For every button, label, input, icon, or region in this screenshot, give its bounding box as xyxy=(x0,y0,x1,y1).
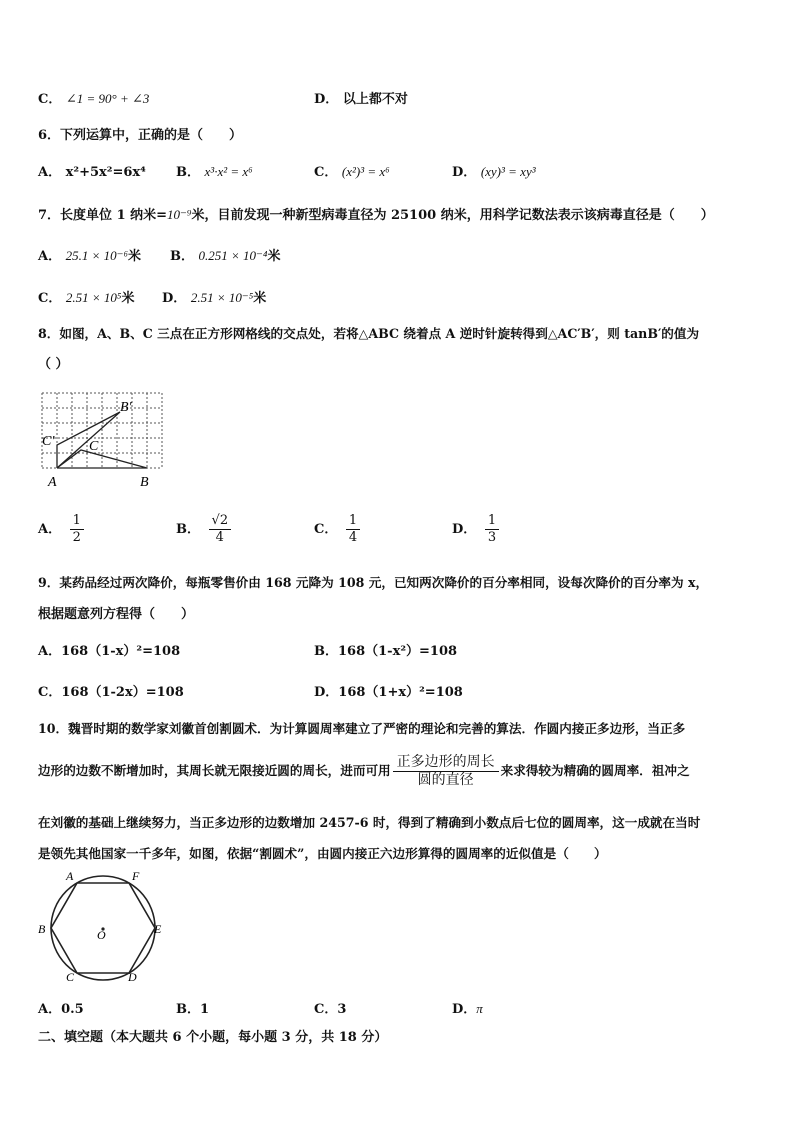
q7-option-c xyxy=(38,287,134,306)
q9-stem-line1: 9．某药品经过两次降价，每瓶零售价由 168 元降为 108 元，已知两次降价的百分率相同，设每次降价的百分率为 x， xyxy=(38,575,709,590)
label-c: C xyxy=(66,970,75,984)
q10-hexagon-figure xyxy=(34,866,174,988)
stem-text: 7．长度单位 1 纳米= xyxy=(38,208,168,223)
label-o: O xyxy=(97,928,106,942)
q8-option-a xyxy=(38,513,84,546)
label-a: A xyxy=(48,475,57,490)
line-text: 边形的边数不断增加时，其周长就无限接近圆的周长，进而可用 xyxy=(38,763,391,778)
option-text: 168（1-2x）=108 xyxy=(61,685,184,700)
q8-option-b xyxy=(176,513,231,546)
option-label: C． xyxy=(38,685,62,700)
q8-option-d xyxy=(452,513,499,546)
option-expr: (xy)³ = xy³ xyxy=(480,164,536,179)
option-fraction xyxy=(485,513,499,546)
option-label: C． xyxy=(38,92,62,107)
fraction-num: 1 xyxy=(346,513,360,530)
option-unit: 米 xyxy=(128,249,142,264)
fraction-num: 1 xyxy=(485,513,499,530)
label-b-prime: B′ xyxy=(120,400,132,415)
option-label: A． xyxy=(38,522,62,537)
option-label: D． xyxy=(452,1002,477,1017)
option-label: A． xyxy=(38,165,62,180)
label-c: C xyxy=(89,439,99,454)
q10-line2 xyxy=(38,754,690,789)
option-expr: 2.51 × 10⁵ xyxy=(65,290,122,305)
pi-fraction xyxy=(393,754,499,789)
fraction-num: 1 xyxy=(70,513,84,530)
option-label: B． xyxy=(314,644,338,659)
fraction-den: 3 xyxy=(487,530,497,545)
q10-option-b xyxy=(176,998,209,1017)
q9-option-b xyxy=(314,640,457,659)
option-label: A． xyxy=(38,1002,62,1017)
fraction-den: 4 xyxy=(215,530,224,545)
q10-option-d xyxy=(452,998,483,1017)
fraction-num: √2 xyxy=(209,513,232,530)
q6-option-b xyxy=(176,161,253,180)
option-expr: (x²)³ = x⁶ xyxy=(341,164,390,179)
option-fraction xyxy=(209,513,232,546)
option-label: C． xyxy=(314,165,338,180)
option-unit: 米 xyxy=(253,291,267,306)
option-text: 168（1+x）²=108 xyxy=(338,685,463,700)
fraction-den: 4 xyxy=(348,530,358,545)
option-text: π xyxy=(476,1001,483,1016)
option-text: 1 xyxy=(200,1002,210,1017)
q10-option-c xyxy=(314,998,346,1017)
label-b: B xyxy=(140,475,149,490)
q10-option-a xyxy=(38,998,84,1017)
q8-option-c xyxy=(314,513,360,546)
stem-math: 10⁻⁹ xyxy=(167,207,192,222)
q6-option-a xyxy=(38,161,146,180)
fraction-den: 圆的直径 xyxy=(417,772,474,788)
option-label: D． xyxy=(452,165,477,180)
q8-stem-line1: 8．如图，A、B、C 三点在正方形网格线的交点处，若将△ABC 绕着点 A 逆时针旋转得到△AC′B′，则 tanB′的值为 xyxy=(38,326,700,341)
q5-option-c xyxy=(38,88,149,107)
q6-option-d xyxy=(452,161,536,180)
fraction-num: 正多边形的周长 xyxy=(393,754,499,772)
q9-stem-line2: 根据题意列方程得（ ） xyxy=(38,607,195,622)
label-b: B xyxy=(38,922,46,936)
q7-option-d xyxy=(162,287,266,306)
q10-line3: 在刘徽的基础上继续努力，当正多边形的边数增加 2457-6 时，得到了精确到小数点后七位的圆周率，这一成就在当时 xyxy=(38,815,701,830)
q5-option-d xyxy=(314,88,408,107)
option-fraction xyxy=(346,513,360,546)
option-label: B． xyxy=(170,249,194,264)
option-label: A． xyxy=(38,249,62,264)
q10-line4: 是领先其他国家一千多年，如图，依据“割圆术”，由圆内接正六边形算得的圆周率的近似值是（ ） xyxy=(38,846,607,861)
option-label: C． xyxy=(38,291,62,306)
q6-stem: 6．下列运算中，正确的是（ ） xyxy=(38,128,243,143)
label-a: A xyxy=(66,869,74,883)
option-label: B． xyxy=(176,1002,200,1017)
option-text: 168（1-x²）=108 xyxy=(338,644,458,659)
label-e: E xyxy=(154,922,162,936)
q9-option-d xyxy=(314,681,463,700)
q7-stem xyxy=(38,204,714,223)
line-text: 来求得较为精确的圆周率．祖冲之 xyxy=(500,763,690,778)
label-f: F xyxy=(132,869,140,883)
stem-text: 米，目前发现一种新型病毒直径为 25100 纳米，用科学记数法表示该病毒直径是（ ） xyxy=(191,208,714,223)
option-expr: 25.1 × 10⁻⁶ xyxy=(65,248,129,263)
option-expr: 0.251 × 10⁻⁴ xyxy=(198,248,268,263)
q9-option-c xyxy=(38,681,184,700)
option-expr: x²+5x²=6x⁴ xyxy=(65,165,146,180)
option-label: B． xyxy=(176,522,200,537)
option-text: 以上都不对 xyxy=(342,92,408,107)
q10-line1: 10．魏晋时期的数学家刘徽首创割圆术．为计算圆周率建立了严密的理论和完善的算法．作圆内接正多边形，当正多 xyxy=(38,721,686,736)
option-label: D． xyxy=(452,522,477,537)
option-unit: 米 xyxy=(267,249,281,264)
option-expr: 2.51 × 10⁻⁵ xyxy=(190,290,254,305)
option-label: D． xyxy=(162,291,187,306)
q6-option-c xyxy=(314,161,390,180)
option-label: A． xyxy=(38,644,62,659)
q7-option-a xyxy=(38,245,141,264)
section-heading: 二、填空题（本大题共 6 个小题，每小题 3 分，共 18 分） xyxy=(38,1030,388,1045)
label-d: D xyxy=(128,970,137,984)
label-c-prime: C′ xyxy=(42,434,55,449)
q7-option-b xyxy=(170,245,280,264)
option-expr: ∠1 = 90° + ∠3 xyxy=(65,91,150,106)
option-label: D． xyxy=(314,92,339,107)
option-unit: 米 xyxy=(121,291,135,306)
q8-grid-figure xyxy=(36,388,166,494)
q8-stem-line2: （ ） xyxy=(38,357,69,372)
option-text: 0.5 xyxy=(61,1002,84,1017)
option-label: C． xyxy=(314,522,338,537)
option-expr: x³·x² = x⁶ xyxy=(204,164,253,179)
q9-option-a xyxy=(38,640,180,659)
option-text: 168（1-x）²=108 xyxy=(61,644,181,659)
option-text: 3 xyxy=(337,1002,347,1017)
option-label: B． xyxy=(176,165,200,180)
option-label: D． xyxy=(314,685,339,700)
grid-lines xyxy=(42,393,162,468)
fraction-den: 2 xyxy=(72,530,81,545)
option-fraction xyxy=(70,513,84,546)
option-label: C． xyxy=(314,1002,338,1017)
